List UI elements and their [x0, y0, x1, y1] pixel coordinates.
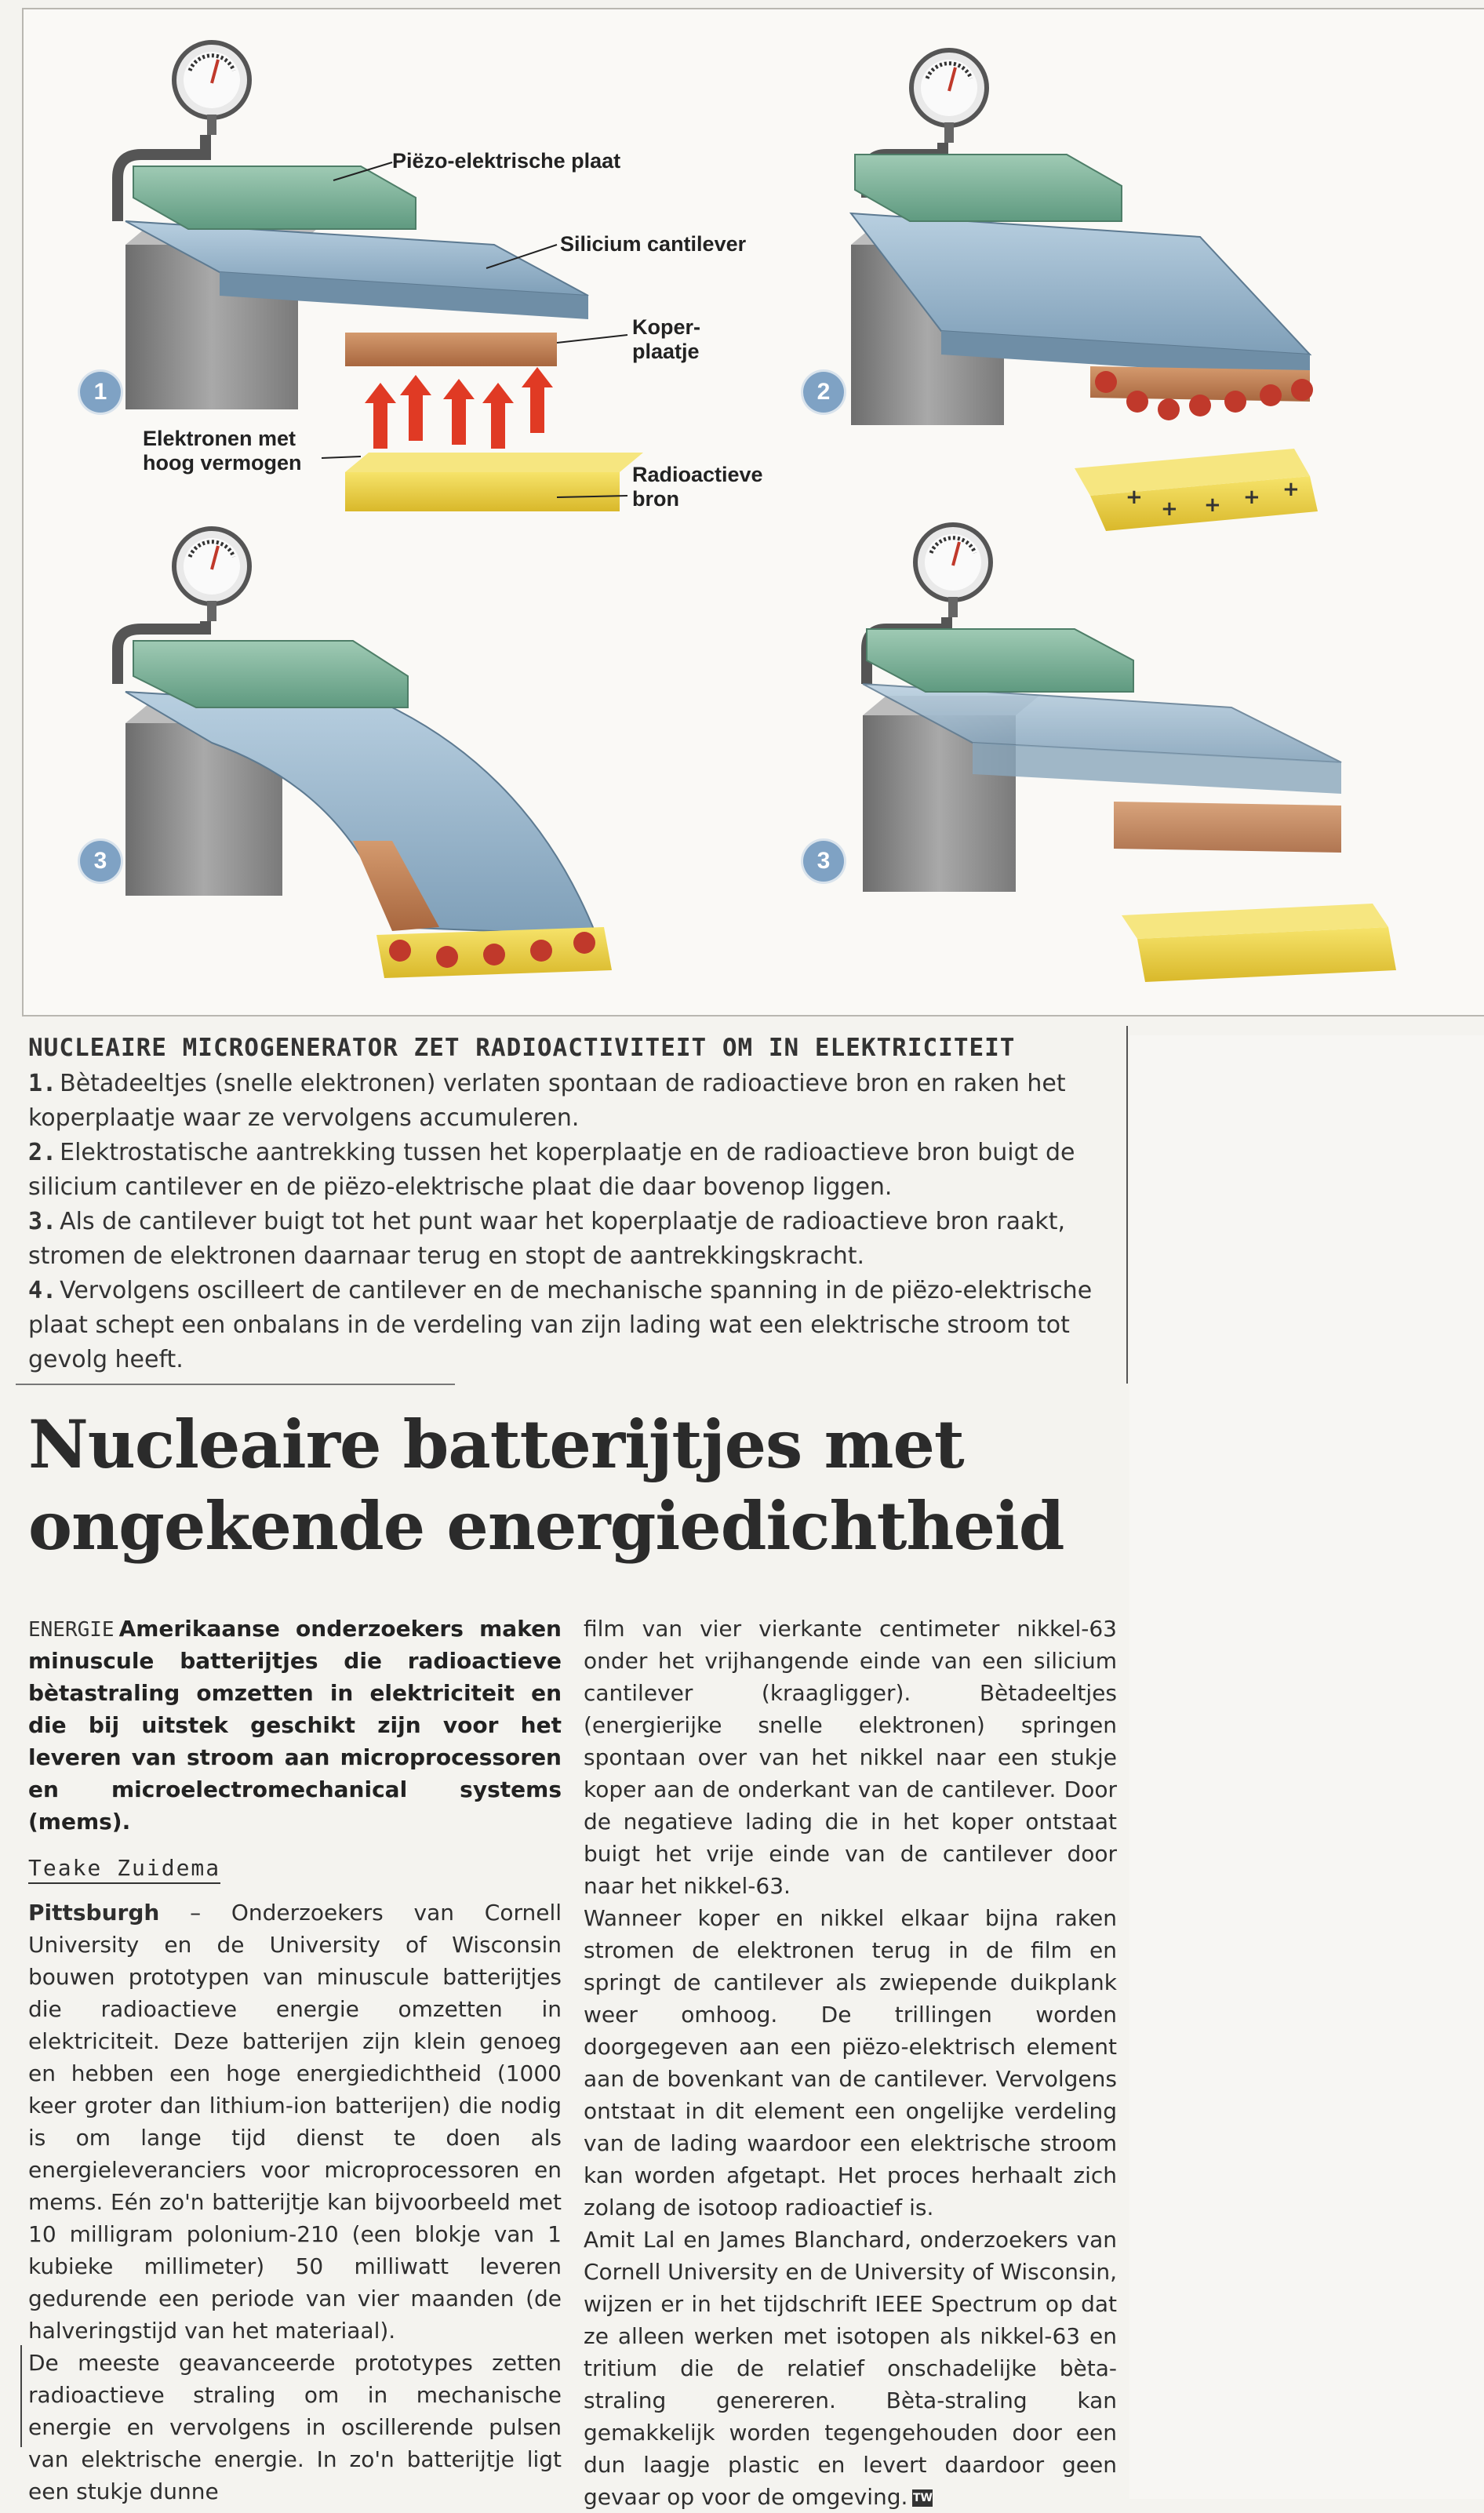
body-paragraph: Wanneer koper en nikkel elkaar bijna raken stromen de elektronen terug in de film en springt de cantilever als zwiepende duikplank weer omhoog. De trillingen worden doorgegeven aan een piëzo-elektrisch element aan de bovenkant van de cantilever. Vervolgens ontstaat in dit element een ongelijke verdeling van de lading waardoor een elektrische stroom kan worden afgetapt. Het proces herhaalt zich zolang de isotoop radioactief is. — [584, 1905, 1117, 2220]
svg-text:+: + — [1282, 478, 1300, 501]
label-piezo-plate: Piëzo-elektrische plaat — [392, 149, 621, 173]
lead-text: Amerikaanse onderzoekers maken minuscule batterijtjes die radioactieve bètastraling omzetten in elektriciteit en die bij uitstek geschikt zijn voor het leveren van stroom aan microprocessoren en microelectromechanical systems (mems). — [28, 1616, 562, 1835]
caption-item-number: 2. — [28, 1139, 57, 1166]
panel-3 — [118, 529, 612, 978]
section-kicker: ENERGIE — [28, 1618, 115, 1642]
caption-bottom-rule — [16, 1384, 455, 1385]
caption-item-number: 3. — [28, 1208, 57, 1235]
article-column-left — [28, 1613, 562, 2508]
caption-item-number: 1. — [28, 1070, 57, 1097]
infographic-caption — [28, 1034, 1126, 1377]
label-radioactive-source: Radioactieve bron — [632, 463, 763, 511]
caption-item — [28, 1067, 1126, 1136]
body-paragraph — [28, 1897, 562, 2347]
end-mark-icon: TW — [912, 2489, 933, 2507]
caption-divider — [1126, 1026, 1128, 1384]
body-paragraph: De meeste geavanceerde prototypes zetten radioactieve straling om in mechanische energie en vervolgens in oscillerende pulsen van elektrische energie. In zo'n batterijtje ligt een stukje dunne — [28, 2350, 562, 2504]
caption-item-text: Vervolgens oscilleert de cantilever en de mechanische spanning in de piëzo-elektrische plaat schept een onbalans in de verdeling van zijn lading wat een elektrische stroom tot gevolg heeft. — [28, 1277, 1093, 1373]
label-high-energy-electrons: Elektronen met hoog vermogen — [143, 427, 302, 475]
article-lead — [28, 1613, 562, 1838]
svg-text:+: + — [1126, 486, 1143, 509]
caption-item-text: Als de cantilever buigt tot het punt waar het koperplaatje de radioactieve bron raakt, stromen de elektronen daarnaar terug en stopt de aantrekkingskracht. — [28, 1208, 1066, 1270]
label-silicon-cantilever: Silicium cantilever — [560, 232, 747, 256]
paragraph-text: – Onderzoekers van Cornell University en de University of Wisconsin bouwen prototypen van minuscule batterijtjes die radioactieve energie omzetten in elektriciteit. Deze batterijen zijn klein genoeg en hebben een hoge energiedichtheid (1000 keer groter dan lithium-ion batterijen) die nodig is om lange tijd dienst te doen als energieleveranciers voor microprocessoren en mems. Eén zo'n batterijtje kan bijvoorbeeld met 10 milligram polonium-210 (een blokje van 1 kubieke millimeter) 50 milliwatt leveren gedurende een periode van vier maanden (de halveringstijd van het materiaal). — [28, 1900, 562, 2344]
svg-text:+: + — [1243, 486, 1260, 509]
body-paragraph — [584, 2224, 1117, 2513]
author-byline: Teake Zuidema — [28, 1855, 220, 1884]
microgenerator-infographic — [22, 8, 1484, 1016]
article-headline: Nucleaire batterijtjes met ongekende energiedichtheid — [28, 1406, 1064, 1565]
body-paragraph: film van vier vierkante centimeter nikkel-63 onder het vrijhangende einde van een silicium cantilever (kraagligger). Bètadeeltjes (energierijke snelle elektronen) springen spontaan over van het nikkel naar een stukje koper aan de onderkant van de cantilever. Door de negatieve lading die in het koper ontstaat buigt het vrije einde van de cantilever door naar het nikkel-63. — [584, 1616, 1117, 1899]
paragraph-text: Amit Lal en James Blanchard, onderzoekers van Cornell University en de University of Wisconsin, wijzen er in het tijdschrift IEEE Spectrum op dat ze alleen werken met isotopen als nikkel-63 en tritium die de relatief onschadelijke bèta-straling genereren. Bèta-straling kan gemakkelijk worden tegengehouden door een dun laagje plastic en levert daardoor geen gevaar op voor de omgeving. — [584, 2227, 1117, 2510]
article-column-right — [584, 1613, 1117, 2513]
panel-2 — [851, 50, 1318, 531]
caption-item-text: Bètadeeltjes (snelle elektronen) verlaten spontaan de radioactieve bron en raken het koperplaatje waar ze vervolgens accumuleren. — [28, 1070, 1066, 1132]
adjacent-column-bleed — [1129, 1035, 1484, 2499]
caption-item-text: Elektrostatische aantrekking tussen het koperplaatje en de radioactieve bron buigt de silicium cantilever en de piëzo-elektrische plaat die daar bovenop liggen. — [28, 1139, 1075, 1201]
svg-text:+: + — [1161, 497, 1178, 521]
caption-item — [28, 1205, 1126, 1274]
step-badge-3: 3 — [80, 841, 121, 882]
step-badge-1: 1 — [80, 372, 121, 413]
step-badge-4: 3 — [803, 841, 844, 882]
panel-4 — [863, 525, 1396, 982]
caption-item-number: 4. — [28, 1277, 57, 1304]
caption-title: NUCLEAIRE MICROGENERATOR ZET RADIOACTIVITEIT OM IN ELEKTRICITEIT — [28, 1034, 1016, 1062]
dateline: Pittsburgh — [28, 1900, 160, 1926]
caption-item — [28, 1274, 1126, 1377]
label-copper-plate: Koper- plaatje — [632, 315, 700, 363]
step-badge-2: 2 — [803, 372, 844, 413]
svg-text:+: + — [1204, 493, 1221, 517]
infographic-drawing — [24, 9, 1484, 1015]
column-rule — [20, 2345, 22, 2447]
caption-item — [28, 1136, 1126, 1205]
